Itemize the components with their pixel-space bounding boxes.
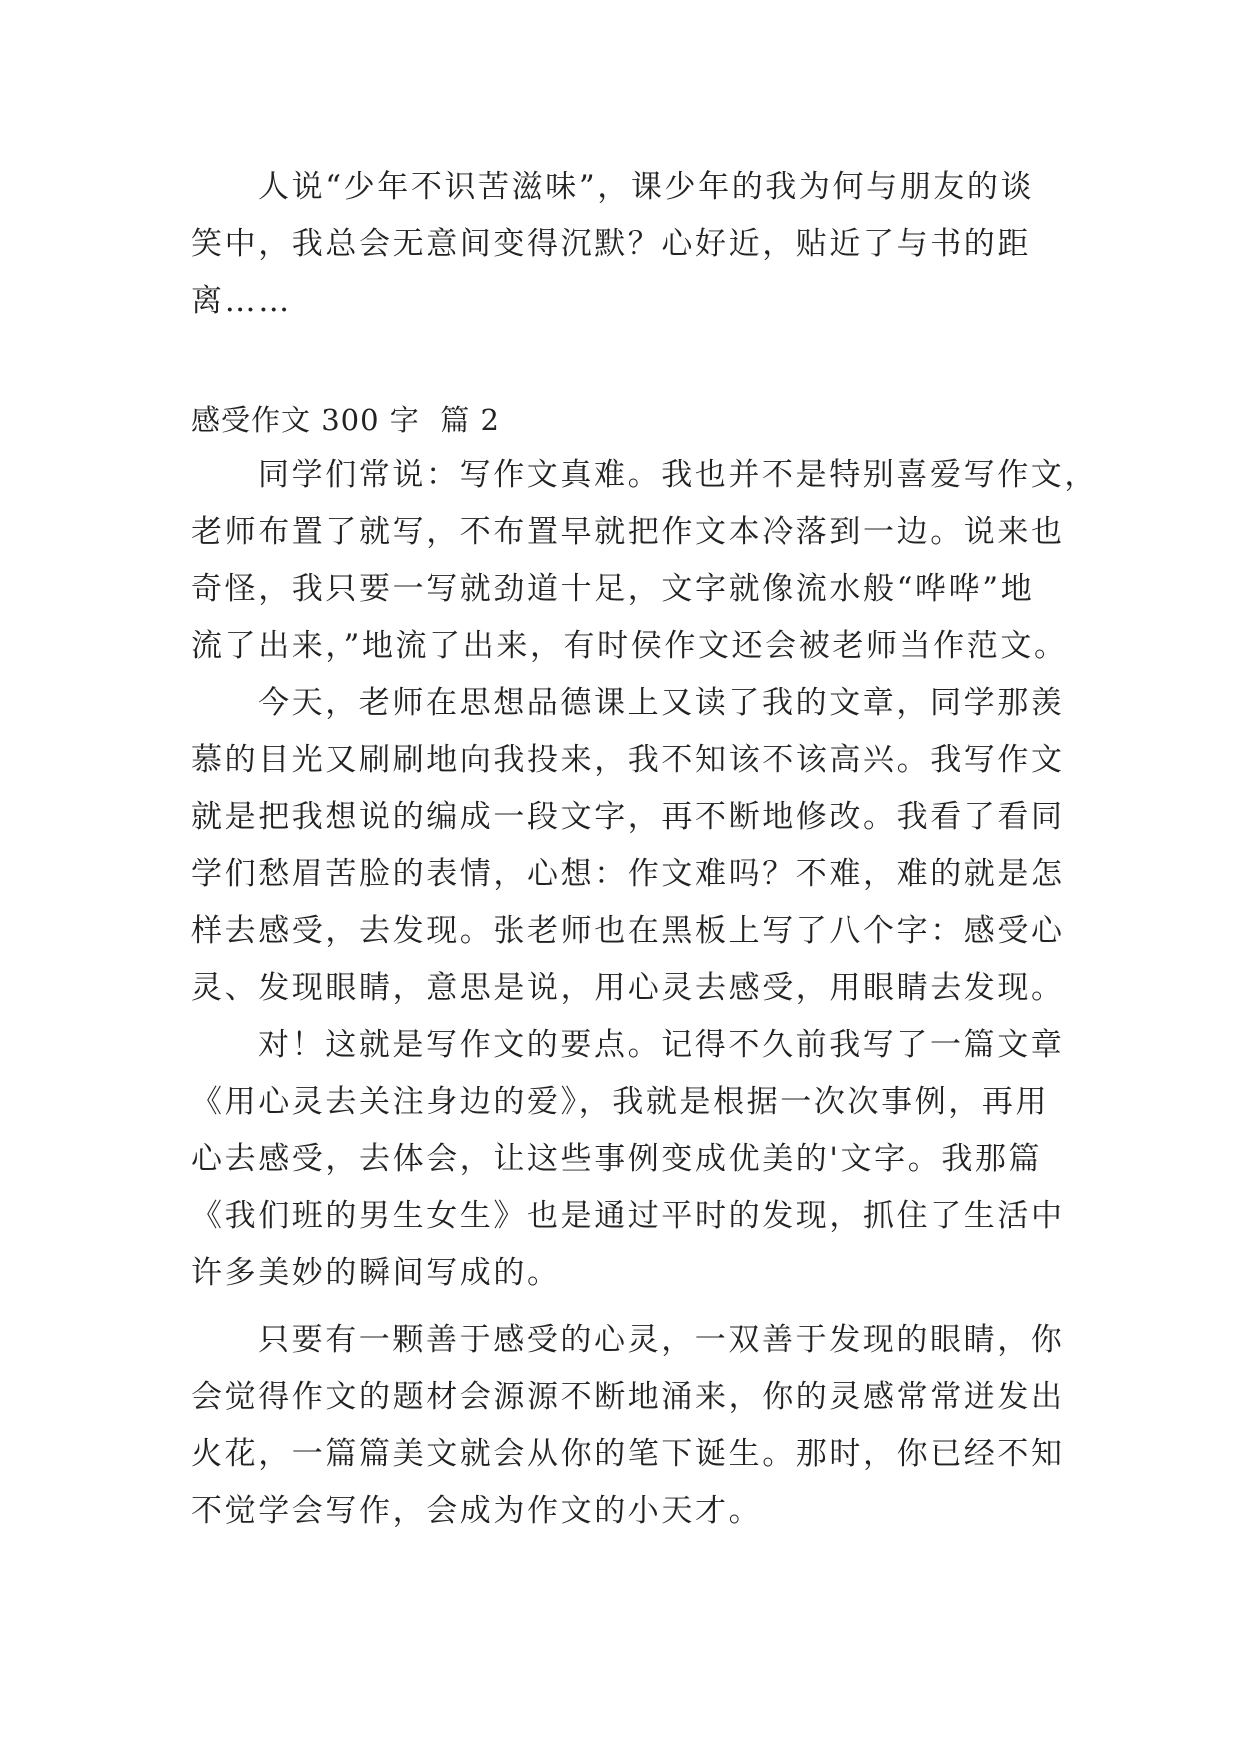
paragraph-4-line-2: 会觉得作文的题材会源源不断地涌来，你的灵感常常迸发出 xyxy=(191,1379,1065,1415)
paragraph-2-line-6: 灵、发现眼睛，意思是说，用心灵去感受，用眼睛去发现。 xyxy=(191,970,1065,1006)
paragraph-2-line-1: 今天，老师在思想品德课上又读了我的文章，同学那羡 xyxy=(258,685,1065,721)
paragraph-2-line-5: 样去感受，去发现。张老师也在黑板上写了八个字：感受心 xyxy=(191,913,1065,949)
paragraph-3-line-5: 许多美妙的瞬间写成的。 xyxy=(191,1255,561,1291)
paragraph-3-line-1: 对！这就是写作文的要点。记得不久前我写了一篇文章 xyxy=(258,1027,1065,1063)
paragraph-3-line-2: 《用心灵去关注身边的爱》，我就是根据一次次事例，再用 xyxy=(191,1084,1050,1120)
paragraph-3-line-4: 《我们班的男生女生》也是通过平时的发现，抓住了生活中 xyxy=(191,1198,1065,1234)
paragraph-4-line-3: 火花，一篇篇美文就会从你的笔下诞生。那时，你已经不知 xyxy=(191,1436,1065,1472)
intro-line-3: 离…… xyxy=(191,283,292,319)
paragraph-1-line-2: 老师布置了就写，不布置早就把作文本冷落到一边。说来也 xyxy=(191,514,1065,550)
intro-line-1: 人说“少年不识苦滋味”，课少年的我为何与朋友的谈 xyxy=(258,169,1035,205)
paragraph-3-line-3: 心去感受，去体会，让这些事例变成优美的'文字。我那篇 xyxy=(191,1141,1043,1177)
intro-line-2: 笑中，我总会无意间变得沉默？心好近，贴近了与书的距 xyxy=(191,226,1031,262)
paragraph-4-line-1: 只要有一颗善于感受的心灵，一双善于发现的眼睛，你 xyxy=(258,1322,1065,1358)
section-heading: 感受作文 300 字 篇 2 xyxy=(191,403,500,437)
paragraph-1-line-3: 奇怪，我只要一写就劲道十足，文字就像流水般“哗哗”地 xyxy=(191,571,1035,607)
paragraph-1-line-4: 流了出来，”地流了出来，有时侯作文还会被老师当作范文。 xyxy=(191,628,1068,664)
paragraph-2-line-2: 慕的目光又刷刷地向我投来，我不知该不该高兴。我写作文 xyxy=(191,742,1065,778)
paragraph-4-line-4: 不觉学会写作，会成为作文的小天才。 xyxy=(191,1493,763,1529)
paragraph-1-line-1: 同学们常说：写作文真难。我也并不是特别喜爱写作文， xyxy=(258,457,1098,493)
paragraph-2-line-4: 学们愁眉苦脸的表情，心想：作文难吗？不难，难的就是怎 xyxy=(191,856,1065,892)
paragraph-2-line-3: 就是把我想说的编成一段文字，再不断地修改。我看了看同 xyxy=(191,799,1065,835)
